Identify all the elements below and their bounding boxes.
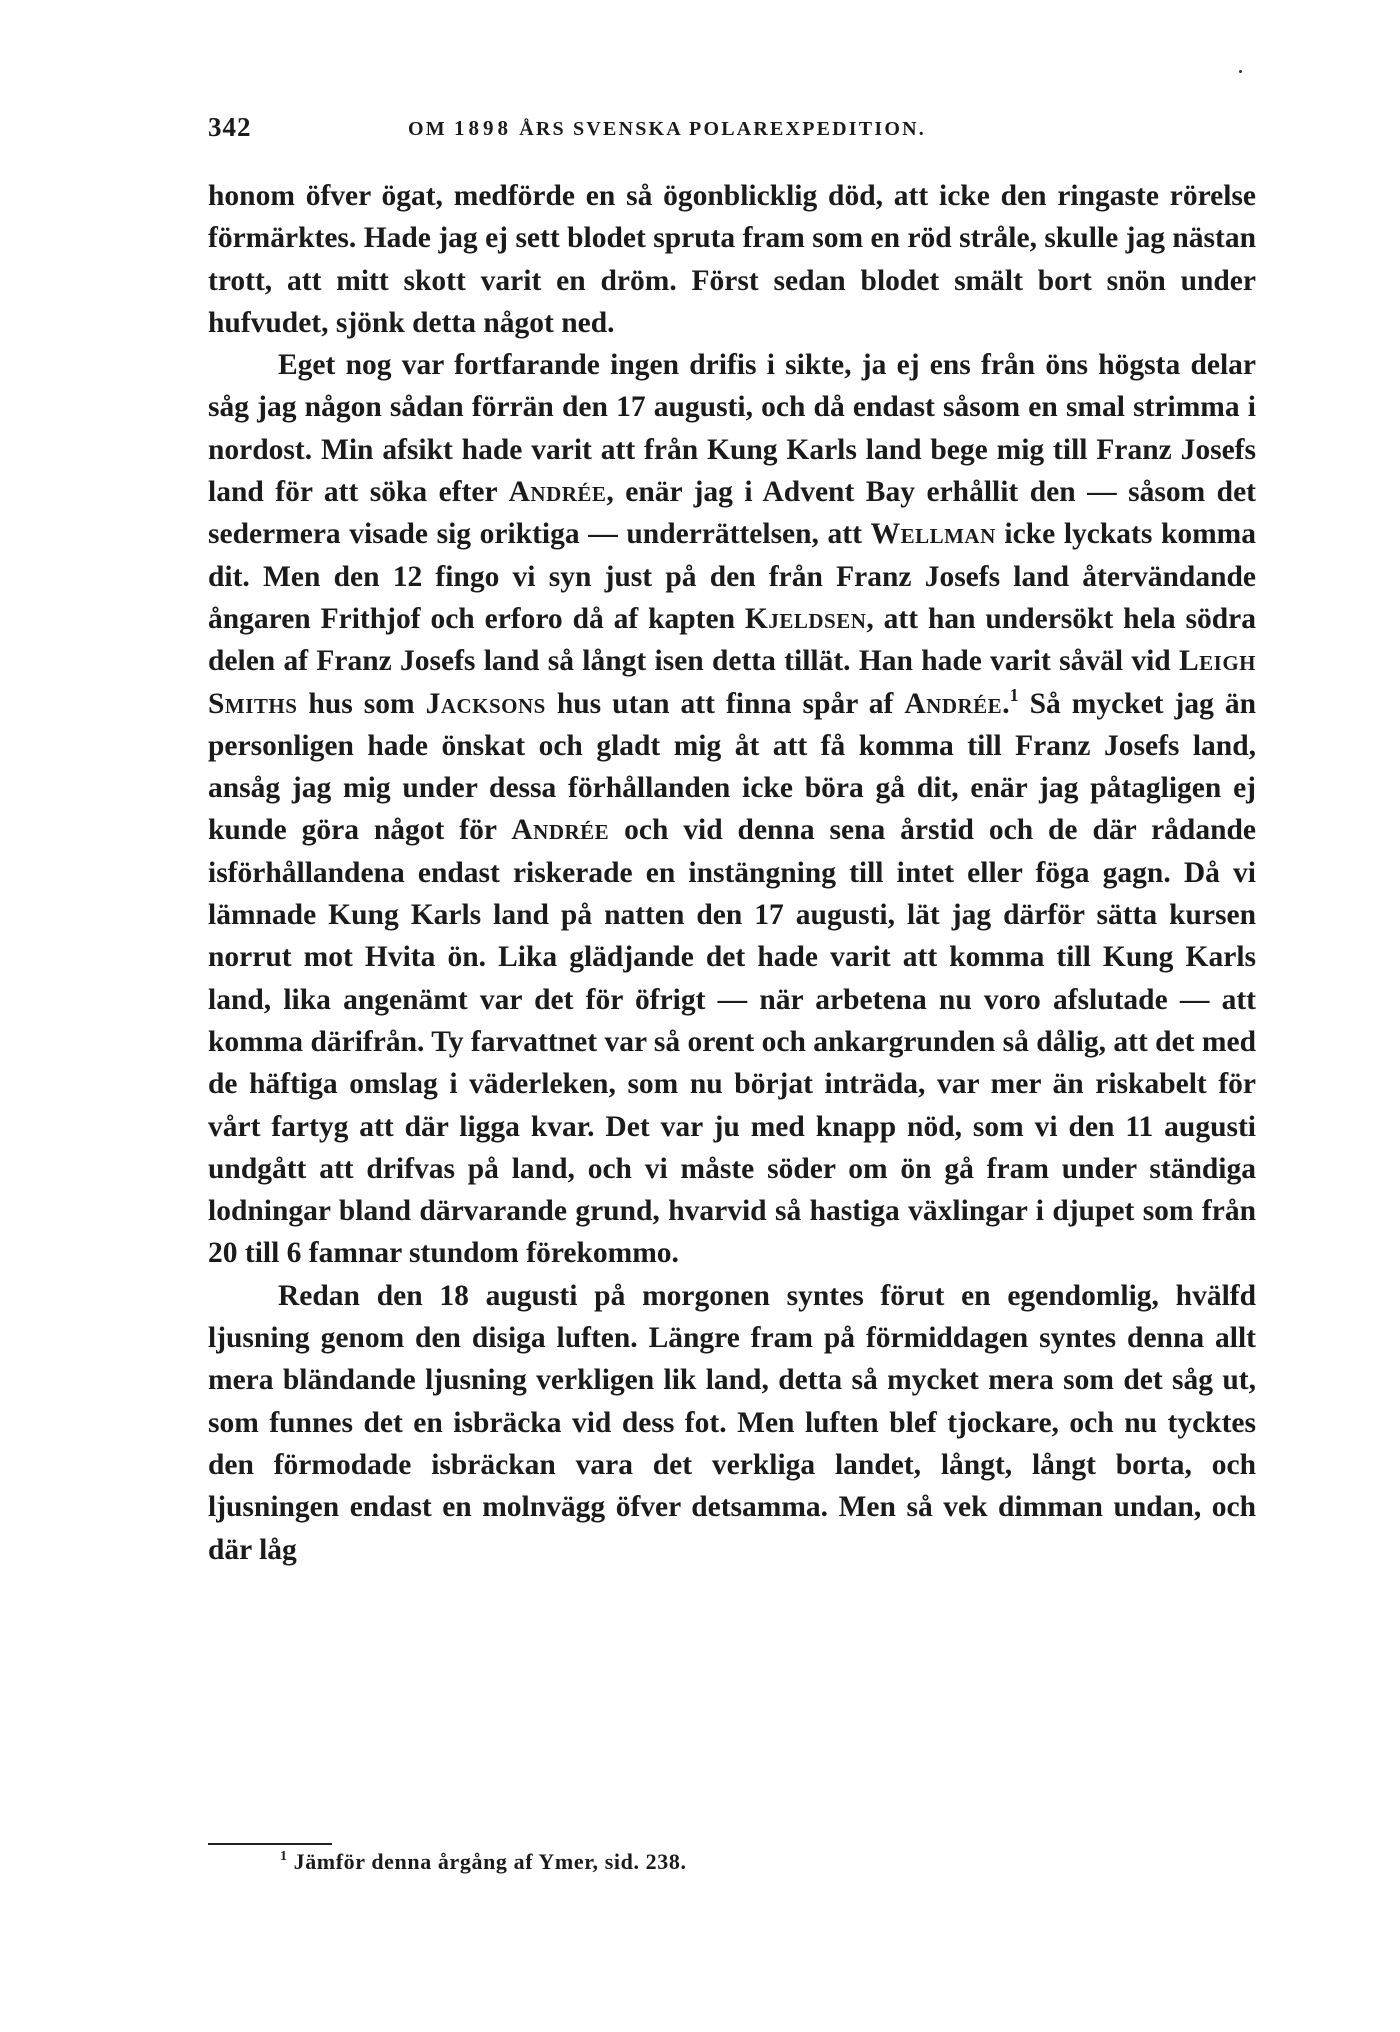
running-title-post: ÅRS SVENSKA POLAREXPEDITION. [519, 118, 926, 140]
footnote-reference: 1 [1009, 684, 1019, 705]
name-andree-3: Andrée [511, 814, 610, 847]
paragraph-2-text-d: , att han undersökt hela södra delen af Franz Josefs land så långt isen detta tillät. Han hade varit såväl vid [208, 602, 1256, 678]
paragraph-2-text-b: , enär jag i Advent Bay erhållit den — såsom det sedermera visade sig oriktiga — underrättelsen, att [208, 476, 1257, 551]
footnote [280, 1849, 687, 1875]
page-number: 342 [208, 112, 252, 142]
footnote-text: Jämför denna årgång af Ymer, sid. 238. [293, 1849, 687, 1874]
running-title-pre: OM [408, 118, 447, 140]
paragraph-1-text: honom öfver ögat, medförde en så ögonblicklig död, att icke den ringaste rörelse förmärktes. Hade jag ej sett blodet spruta fram som en röd stråle, skulle jag nästan trott, att mitt skott varit en dröm. Först sedan blodet smält bort snön under hufvudet, sjönk detta något ned. [208, 180, 1256, 339]
name-leigh-smiths: Leigh Smiths [208, 645, 1256, 720]
paragraph-2-text-h: Så mycket jag än personligen hade önskat och gladt mig åt att få komma till Franz Josefs land, ansåg jag mig under dessa förhållanden icke böra gå dit, enär jag påtagligen ej kunde göra något för [208, 687, 1256, 847]
body-text [208, 175, 1256, 1571]
paragraph-2 [208, 344, 1256, 1275]
name-andree-2: Andrée [904, 687, 1003, 720]
footnote-rule [208, 1843, 332, 1845]
paragraph-1 [208, 175, 1256, 344]
paragraph-2-text-c: icke lyckats komma dit. Men den 12 fingo vi syn just på den från Franz Josefs land återvändande ångaren Frithjof och erforo då af kapten [208, 518, 1257, 635]
paragraph-2-text-e: hus som [297, 687, 426, 720]
footnote-mark: 1 [280, 1849, 288, 1864]
running-head [208, 112, 1256, 152]
paragraph-3 [208, 1275, 1256, 1571]
paragraph-2-text-i: och vid denna sena årstid och de där rådande isförhållandena endast riskerade en instängning till intet eller föga gagn. Då vi lämnade Kung Karls land på natten den 17 augusti, lät jag därför sätta kursen norrut mot Hvita ön. Lika glädjande det hade varit att komma till Kung Karls land, lika angenämt var det för öfrigt — när arbetena nu voro afslutade — att komma därifrån. Ty farvattnet var så orent och ankargrunden så dålig, att det med de häftiga omslag i väderleken, som nu börjat inträda, var mer än riskabelt för vårt fartyg att där ligga kvar. Det var ju med knapp nöd, som vi den 11 augusti undgått att drifvas på land, och vi måste söder om ön gå fram under ständiga lodningar bland därvarande grund, hvarvid så hastiga växlingar i djupet som från 20 till 6 famnar stundom förekommo. [208, 814, 1256, 1270]
paragraph-2-text-f: hus utan att finna spår af [545, 687, 905, 720]
paragraph-2-text-g: . [1002, 687, 1010, 720]
running-title [408, 116, 926, 141]
name-andree: Andrée [508, 476, 607, 509]
name-kjeldsen: Kjeldsen [744, 602, 867, 635]
running-title-year: 1898 [454, 116, 513, 140]
paragraph-2-text-a: Eget nog var fortfarande ingen drifis i sikte, ja ej ens från öns högsta delar såg jag någon sådan förrän den 17 augusti, och då endast såsom en smal strimma i nordost. Min afsikt hade varit att från Kung Karls land bege mig till Franz Josefs land för att söka efter [208, 349, 1256, 509]
print-speck [1239, 70, 1242, 73]
paragraph-3-text: Redan den 18 augusti på morgonen syntes förut en egendomlig, hvälfd ljusning genom den disiga luften. Längre fram på förmiddagen syntes denna allt mera bländande ljusning verkligen lik land, detta så mycket mera som det såg ut, som funnes det en isbräcka vid dess fot. Men luften blef tjockare, och nu tycktes den förmodade isbräckan vara det verkliga landet, långt, långt borta, och ljusningen endast en molnvägg öfver detsamma. Men så vek dimman undan, och där låg [208, 1279, 1256, 1566]
name-wellman: Wellman [870, 518, 996, 551]
name-jacksons: Jacksons [425, 687, 546, 720]
